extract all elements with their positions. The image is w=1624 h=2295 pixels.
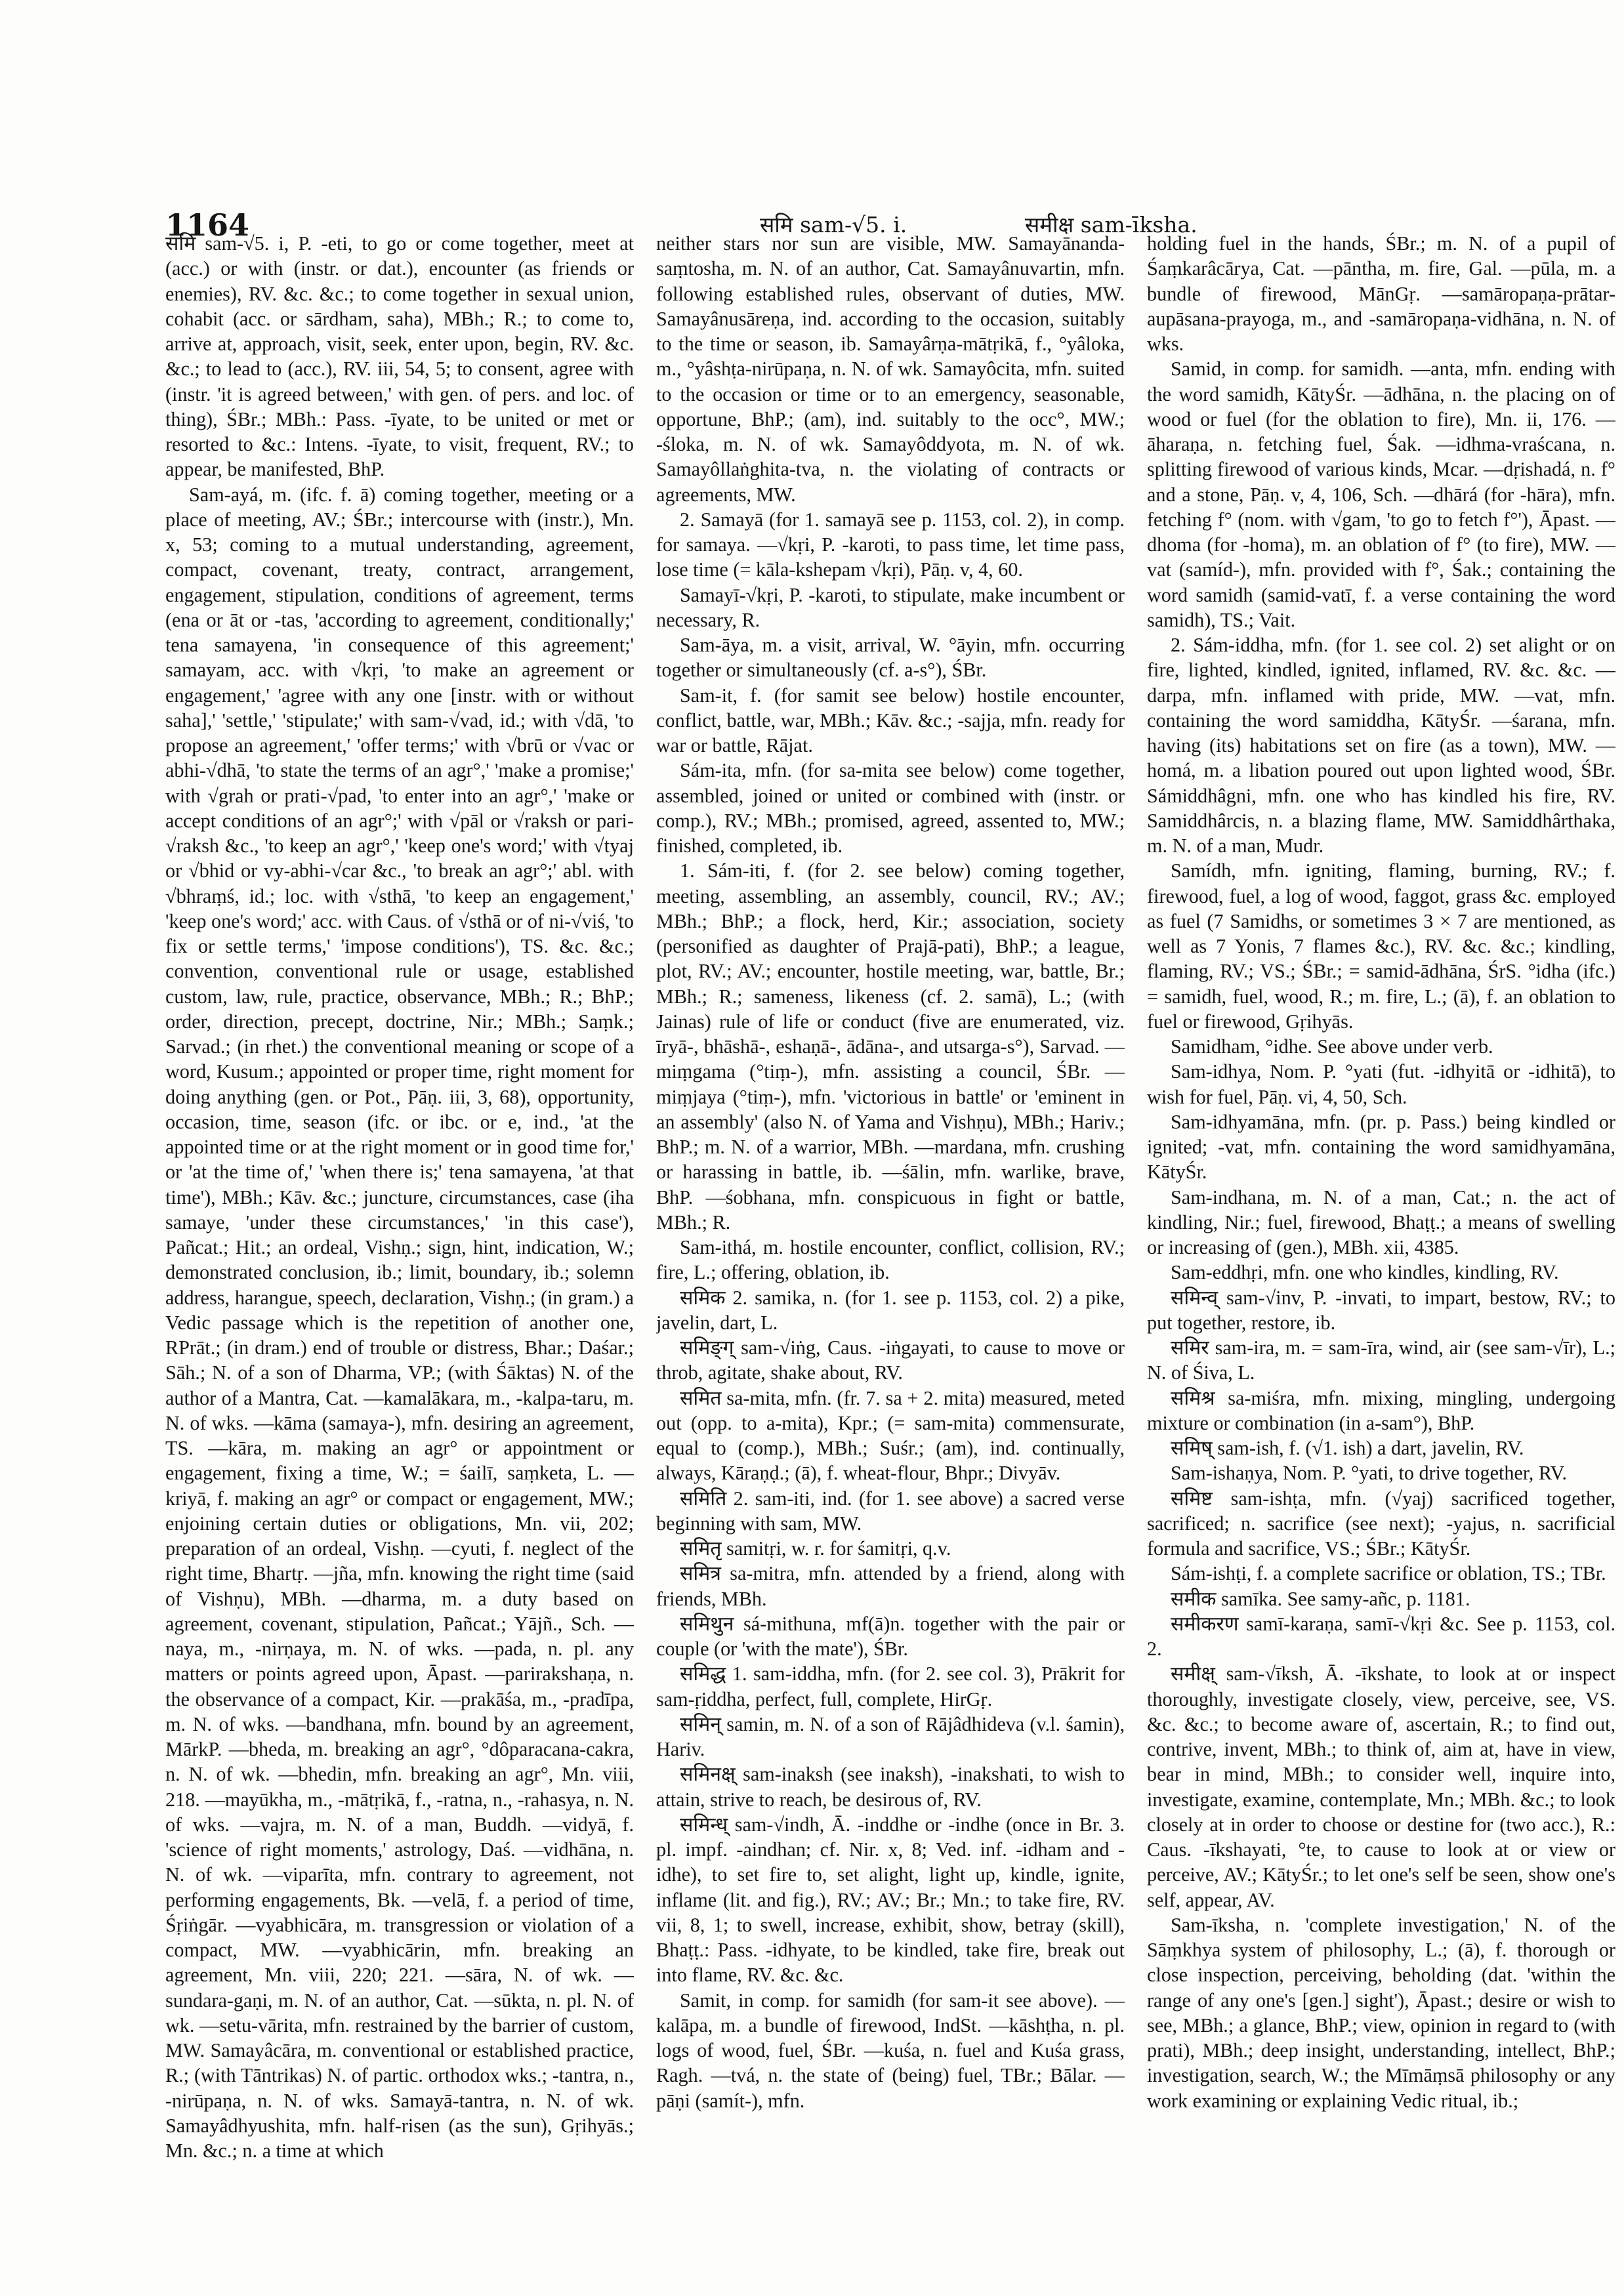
column-1 (165, 231, 634, 2239)
dictionary-entry: समित्र sa-mitra, mfn. attended by a friend, along with friends, MBh. (656, 1562, 1125, 1610)
dictionary-entry: समिन्व् sam-√inv, P. -invati, to impart, bestow, RV.; to put together, restore, ib. (1147, 1286, 1615, 1334)
dictionary-entry: Sám-ita, mfn. (for sa-mita see below) come together, assembled, joined or united or combined with (instr. or comp.), RV.; MBh.; promised, agreed, assented to, MW.; finished, completed, ib. (656, 759, 1125, 857)
dictionary-entry: समितृ samitṛi, w. r. for śamitṛi, q.v. (680, 1537, 951, 1560)
dictionary-entry: Samídh, mfn. igniting, flaming, burning, RV.; f. firewood, fuel, a log of wood, faggot, grass &c. employed as fuel (7 Samidhs, or sometimes 3 × 7 are mentioned, as well as 7 Yonis, 7 flames &c.), RV. &c. &c.; kindling, flaming, RV.; VS.; ŚBr.; = samid-ādhāna, ŚrS. °idha (ifc.) = samidh, fuel, wood, R.; m. fire, L.; (ā), f. an oblation to fuel or firewood, Gṛihyās. (1147, 859, 1615, 1033)
dictionary-entry: 2. Sám-iddha, mfn. (for 1. see col. 2) set alight or on fire, lighted, kindled, ignited, inflamed, RV. &c. &c. —darpa, mfn. inflamed with pride, MW. —vat, mfn. containing the word samiddha, KātyŚr. —śarana, mfn. having (its) habitations set on fire (as a town), MW. —homá, m. a libation poured out upon lighted wood, ŚBr. Sámiddhâgni, mfn. one who has kindled his fire, RV. Samiddhârcis, n. a blazing flame, MW. Samiddhârthaka, m. N. of a man, Mudr. (1147, 634, 1615, 857)
dictionary-entry: समि sam-√5. i, P. -eti, to go or come together, meet at (acc.) or with (instr. or dat.), encounter (as friends or enemies), RV. &c. &c.; to come together in sexual union, cohabit (acc. or sārdham, saha), MBh.; R.; to come to, arrive at, approach, visit, seek, enter upon, begin, RV. &c. &c.; to lead to (acc.), RV. iii, 54, 5; to consent, agree with (instr. 'it is agreed between,' with gen. of pers. and loc. of thing), ŚBr.; MBh.: Pass. -īyate, to be united or met or resorted to &c.: Intens. -īyate, to visit, frequent, RV.; to appear, be manifested, BhP. (165, 232, 634, 481)
dictionary-entry: समिश्र sa-miśra, mfn. mixing, mingling, undergoing mixture or combination (in a-sam°), BhP. (1147, 1386, 1615, 1434)
dictionary-entry: neither stars nor sun are visible, MW. Samayānanda-saṃtosha, m. N. of an author, Cat. Samayânuvartin, mfn. following established rules, observant of duties, MW. Samayânusāreṇa, ind. according to the occasion, suitably to the time or season, ib. Samayârṇa-mātṛikā, f., °yâloka, m., °yâshṭa-nirūpaṇa, n. N. of wk. Samayôcita, mfn. suited to the occasion or time or to an emergency, seasonable, opportune, BhP.; (am), ind. suitably to the occ°, MW.; -śloka, m. N. of wk. Samayôddyota, m. N. of wk. Samayôllaṅghita-tva, n. the violating of contracts or agreements, MW. (656, 232, 1125, 506)
column-2 (656, 231, 1125, 2239)
dictionary-entry: समित sa-mita, mfn. (fr. 7. sa + 2. mita) measured, meted out (opp. to a-mita), Kpr.; (= sam-mita) commensurate, equal to (comp.), MBh.; Suśr.; (am), ind. continually, always, Kāraṇḍ.; (ā), f. wheat-flour, Bhpr.; Divyāv. (656, 1386, 1125, 1485)
dictionary-entry: समिनक्ष् sam-inaksh (see inaksh), -inakshati, to wish to attain, strive to reach, be desirous of, RV. (656, 1763, 1125, 1811)
dictionary-entry: समिष्ट sam-ishṭa, mfn. (√yaj) sacrificed together, sacrificed; n. sacrifice (see next); -yajus, n. sacrificial formula and sacrifice, VS.; ŚBr.; KātyŚr. (1147, 1487, 1615, 1560)
dictionary-entry: समिर sam-ira, m. = sam-īra, wind, air (see sam-√īr), L.; N. of Śiva, L. (1147, 1336, 1615, 1384)
dictionary-entry: समिक 2. samika, n. (for 1. see p. 1153, col. 2) a pike, javelin, dart, L. (656, 1286, 1125, 1334)
running-head-right: समीक्ष sam-īksha. (1025, 212, 1197, 238)
dictionary-entry: समीक्ष् sam-√īksh, Ā. -īkshate, to look at or inspect thoroughly, investigate closely, view, perceive, see, VS. &c. &c.; to become aware of, ascertain, R.; to find out, contrive, invent, MBh.; to think of, aim at, have in view, bear in mind, MBh.; to consider well, inquire into, investigate, examine, contemplate, Mn.; MBh. &c.; to look closely at in order to choose or destine for (two acc.), R.: Caus. -īkshayati, °te, to cause to look at or view or perceive, AV.; KātyŚr.; to let one's self be seen, show one's self, appear, AV. (1147, 1663, 1615, 1911)
dictionary-entry: Sám-ishṭi, f. a complete sacrifice or oblation, TS.; TBr. (1171, 1562, 1606, 1585)
dictionary-entry: समीकरण samī-karaṇa, samī-√kṛi &c. See p. 1153, col. 2. (1147, 1612, 1615, 1660)
dictionary-entry: Sam-indhana, m. N. of a man, Cat.; n. the act of kindling, Nir.; fuel, firewood, Bhaṭṭ.; a means of swelling or increasing of (gen.), MBh. xii, 4385. (1147, 1186, 1615, 1258)
dictionary-entry: समिष् sam-ish, f. (√1. ish) a dart, javelin, RV. (1171, 1437, 1524, 1459)
dictionary-entry: समिथुन sá-mithuna, mf(ā)n. together with the pair or couple (or 'with the mate'), ŚBr. (656, 1612, 1125, 1660)
dictionary-entry: Sam-ithá, m. hostile encounter, conflict, collision, RV.; fire, L.; offering, oblation, ib. (656, 1236, 1125, 1284)
dictionary-entry: समिन् samin, m. N. of a son of Rājâdhideva (v.l. śamin), Hariv. (656, 1712, 1125, 1760)
dictionary-entry: 1. Sám-iti, f. (for 2. see below) coming together, meeting, assembling, an assembly, council, RV.; AV.; MBh.; BhP.; a flock, herd, Kir.; association, society (personified as daughter of Prajā-pati), BhP.; a league, plot, RV.; AV.; encounter, hostile meeting, war, battle, Br.; MBh.; R.; sameness, likeness (cf. 2. samā), L.; (with Jainas) rule of life or conduct (five are enumerated, viz. īryā-, bhāshā-, eshaṇā-, ādāna-, and utsarga-s°), Sarvad. —miṃgama (°tiṃ-), mfn. assisting a council, ŚBr. —miṃjaya (°tiṃ-), mfn. 'victorious in battle' or 'eminent in an assembly' (also N. of Yama and Vishṇu), MBh.; Hariv.; BhP.; m. N. of a warrior, MBh. —mardana, mfn. crushing or harassing in battle, ib. —śālin, mfn. warlike, brave, BhP. —śobhana, mfn. conspicuous in fight or battle, MBh.; R. (656, 859, 1125, 1233)
dictionary-entry: समिन्ध् sam-√indh, Ā. -inddhe or -indhe (once in Br. 3. pl. impf. -aindhan; cf. Nir. x, 8; Ved. inf. -idham and -idhe), to set fire to, set alight, light up, kindle, ignite, inflame (lit. and fig.), RV.; AV.; Br.; Mn.; to take fire, RV. vii, 8, 1; to swell, increase, exhibit, show, betray (skill), Bhaṭṭ.: Pass. -idhyate, to be kindled, take fire, break out into flame, RV. &c. &c. (656, 1813, 1125, 1987)
dictionary-entry: Sam-it, f. (for samit see below) hostile encounter, conflict, battle, war, MBh.; Kāv. &c.; -sajja, mfn. ready for war or battle, Rājat. (656, 684, 1125, 756)
dictionary-entry: Sam-īksha, n. 'complete investigation,' N. of the Sāṃkhya system of philosophy, L.; (ā), f. thorough or close inspection, perceiving, beholding (dat. 'within the range of any one's [gen.] sight'), Āpast.; desire or wish to see, MBh.; a glance, BhP.; view, opinion in regard to (with prati), MBh.; deep insight, understanding, intellect, BhP.; investigation, search, W.; the Mīmāṃsā philosophy or any work examining or explaining Vedic ritual, ib.; (1147, 1913, 1615, 2112)
dictionary-entry: समिति 2. sam-iti, ind. (for 1. see above) a sacred verse beginning with sam, MW. (656, 1487, 1125, 1535)
column-3 (1147, 231, 1615, 2239)
dictionary-entry: Sam-idhya, Nom. P. °yati (fut. -idhyitā or -idhitā), to wish for fuel, Pāṇ. vi, 4, 50, Sch. (1147, 1060, 1615, 1108)
dictionary-entry: Sam-ishaṇya, Nom. P. °yati, to drive together, RV. (1171, 1462, 1568, 1485)
running-head-left: समि sam-√5. i. (760, 212, 907, 238)
dictionary-entry: 2. Samayā (for 1. samayā see p. 1153, col. 2), in comp. for samaya. —√kṛi, P. -karoti, to pass time, let time pass, lose time (= kāla-kshepam √kṛi), Pāṇ. v, 4, 60. (656, 508, 1125, 581)
dictionary-entry: समिङ्ग् sam-√iṅg, Caus. -iṅgayati, to cause to move or throb, agitate, shake about, RV. (656, 1336, 1125, 1384)
dictionary-entry: Samid, in comp. for samidh. —anta, mfn. ending with the word samidh, KātyŚr. —ādhāna, n. the placing on of wood or fuel (for the oblation to fire), Mn. ii, 176. —āharaṇa, n. fetching fuel, Śak. —idhma-vraścana, n. splitting firewood of various kinds, Mcar. —dṛishadá, n. f° and a stone, Pāṇ. v, 4, 106, Sch. —dhārá (for -hāra), mfn. fetching f° (nom. with √gam, 'to go to fetch f°'), Āpast. —dhoma (for -homa), m. an oblation of f° (to fire), MW. —vat (samíd-), mfn. provided with f°, Śak.; containing the word samidh (samid-vatī, f. a verse containing the word samidh), TS.; Vait. (1147, 358, 1615, 631)
dictionary-entry: समिद्ध 1. sam-iddha, mfn. (for 2. see col. 3), Prākrit for sam-ṛiddha, perfect, full, complete, HirGṛ. (656, 1663, 1125, 1710)
dictionary-entry: समीक samīka. See samy-añc, p. 1181. (1171, 1587, 1470, 1610)
page-number: 1164 (165, 207, 250, 243)
dictionary-entry: Sam-āya, m. a visit, arrival, W. °āyin, mfn. occurring together or simultaneously (cf. a-s°), ŚBr. (656, 634, 1125, 682)
dictionary-entry: Sam-eddhṛi, mfn. one who kindles, kindling, RV. (1171, 1261, 1559, 1284)
dictionary-entry: Samidham, °idhe. See above under verb. (1171, 1035, 1493, 1058)
dictionary-entry: Samayī-√kṛi, P. -karoti, to stipulate, make incumbent or necessary, R. (656, 583, 1125, 631)
dictionary-entry: Sam-ayá, m. (ifc. f. ā) coming together, meeting or a place of meeting, AV.; ŚBr.; intercourse with (instr.), Mn. x, 53; coming to a mutual understanding, agreement, compact, covenant, treaty, contract, arrangement, engagement, stipulation, conditions of agreement, terms (ena or āt or -tas, 'according to agreement, conditionally;' tena samayena, 'in consequence of this agreement;' samayam, acc. with √kṛi, 'to make an agreement or engagement,' 'agree with any one [instr. with or without saha],' 'settle,' 'stipulate;' with sam-√vad, id.; with √dā, 'to propose an agreement,' 'offer terms;' with √brū or √vac or abhi-√dhā, 'to state the terms of an agr°,' 'make a promise;' with √grah or prati-√pad, 'to enter into an agr°,' 'make or accept conditions of an agr°;' with √pāl or √raksh or pari-√raksh &c., 'to keep an agr°,' 'keep one's word;' with √tyaj or √bhid or vy-abhi-√car &c., 'to break an agr°;' abl. with √bhraṃś, id.; loc. with √sthā, 'to keep an engagement,' 'keep one's word;' acc. with Caus. of √sthā or of ni-√viś, 'to fix or settle terms,' 'impose conditions'), TS. &c. &c.; convention, conventional rule or usage, established custom, law, rule, practice, observance, MBh.; R.; BhP.; order, direction, precept, doctrine, Nir.; MBh.; Saṃk.; Sarvad.; (in rhet.) the conventional meaning or scope of a word, Kusum.; appointed or proper time, right moment for doing anything (gen. or Pot., Pāṇ. iii, 3, 68), opportunity, occasion, time, season (ifc. or ibc. or e, ind., 'at the appointed time or at the right moment or in good time for,' or 'at the time of,' 'when there is;' tena samayena, 'at that time'), MBh.; Kāv. &c.; juncture, circumstances, case (iha samaye, 'under these circumstances,' 'in this case'), Pañcat.; Hit.; an ordeal, Vishṇ.; sign, hint, indication, W.; demonstrated conclusion, ib.; limit, boundary, ib.; solemn address, harangue, speech, declaration, Vishṇ.; (in gram.) a Vedic passage which is the repetition of another one, RPrāt.; (in dram.) end of trouble or distress, Bhar.; Daśar.; Sāh.; N. of a son of Dharma, VP.; (with Śāktas) N. of the author of a Mantra, Cat. —kamalākara, m., -kalpa-taru, m. N. of wks. —kāma (samaya-), mfn. desiring an agreement, TS. —kāra, m. making an agr° or appointment or engagement, fixing a time, W.; = śailī, saṃketa, L. —kriyā, f. making an agr° or compact or engagement, MW.; enjoining certain duties or obligations, Mn. vii, 202; preparation of an ordeal, Vishṇ. —cyuti, f. neglect of the right time, Bhartṛ. —jña, mfn. knowing the right time (said of Vishṇu), MBh. —dharma, m. a duty based on agreement, covenant, stipulation, Pañcat.; Yājñ., Sch. —naya, m., -nirṇaya, m. N. of wks. —pada, n. pl. any matters or points agreed upon, Āpast. —parirakshaṇa, n. the observance of a compact, Kir. —prakāśa, m., -pradīpa, m. N. of wks. —bandhana, mfn. bound by an agreement, MārkP. —bheda, m. breaking an agr°, °dôparacana-cakra, n. N. of wk. —bhedin, mfn. breaking an agr°, Mn. viii, 218. —mayūkha, m., -mātṛikā, f., -ratna, n., -rahasya, n. N. of wks. —vajra, m. N. of a man, Buddh. —vidyā, f. 'science of right moments,' astrology, Daś. —vidhāna, n. N. of wk. —viparīta, mfn. contrary to agreement, not performing engagements, Bk. —velā, f. a period of time, Śṛiṅgār. —vyabhicāra, m. transgression or violation of a compact, MW. —vyabhicārin, mfn. breaking an agreement, Mn. viii, 220; 221. —sāra, N. of wk. —sundara-gaṇi, m. N. of an author, Cat. —sūkta, n. pl. N. of wk. —setu-vārita, mfn. restrained by the barrier of custom, MW. Samayâcāra, m. conventional or established practice, R.; (with Tāntrikas) N. of partic. orthodox wks.; -tantra, n., -nirūpaṇa, n. N. of wks. Samayā-tantra, n. N. of wk. Samayâdhyushita, mfn. half-risen (as the sun), Gṛihyās.; Mn. &c.; n. a time at which (165, 483, 634, 2162)
dictionary-entry: Sam-idhyamāna, mfn. (pr. p. Pass.) being kindled or ignited; -vat, mfn. containing the word samidhyamāna, KātyŚr. (1147, 1110, 1615, 1184)
dictionary-entry: Samit, in comp. for samidh (for sam-it see above). —kalāpa, m. a bundle of firewood, IndSt. —kāshṭha, n. pl. logs of wood, fuel, ŚBr. —kuśa, n. fuel and Kuśa grass, Ragh. —tvá, n. the state of (being) fuel, TBr.; Bālar. —pāṇi (samít-), mfn. (656, 1989, 1125, 2112)
dictionary-entry: holding fuel in the hands, ŚBr.; m. N. of a pupil of Śaṃkarâcārya, Cat. —pāntha, m. fire, Gal. —pūla, m. a bundle of firewood, MānGṛ. —samāropaṇa-prātar-aupāsana-prayoga, m., and -samāropaṇa-vidhāna, n. N. of wks. (1147, 232, 1615, 355)
